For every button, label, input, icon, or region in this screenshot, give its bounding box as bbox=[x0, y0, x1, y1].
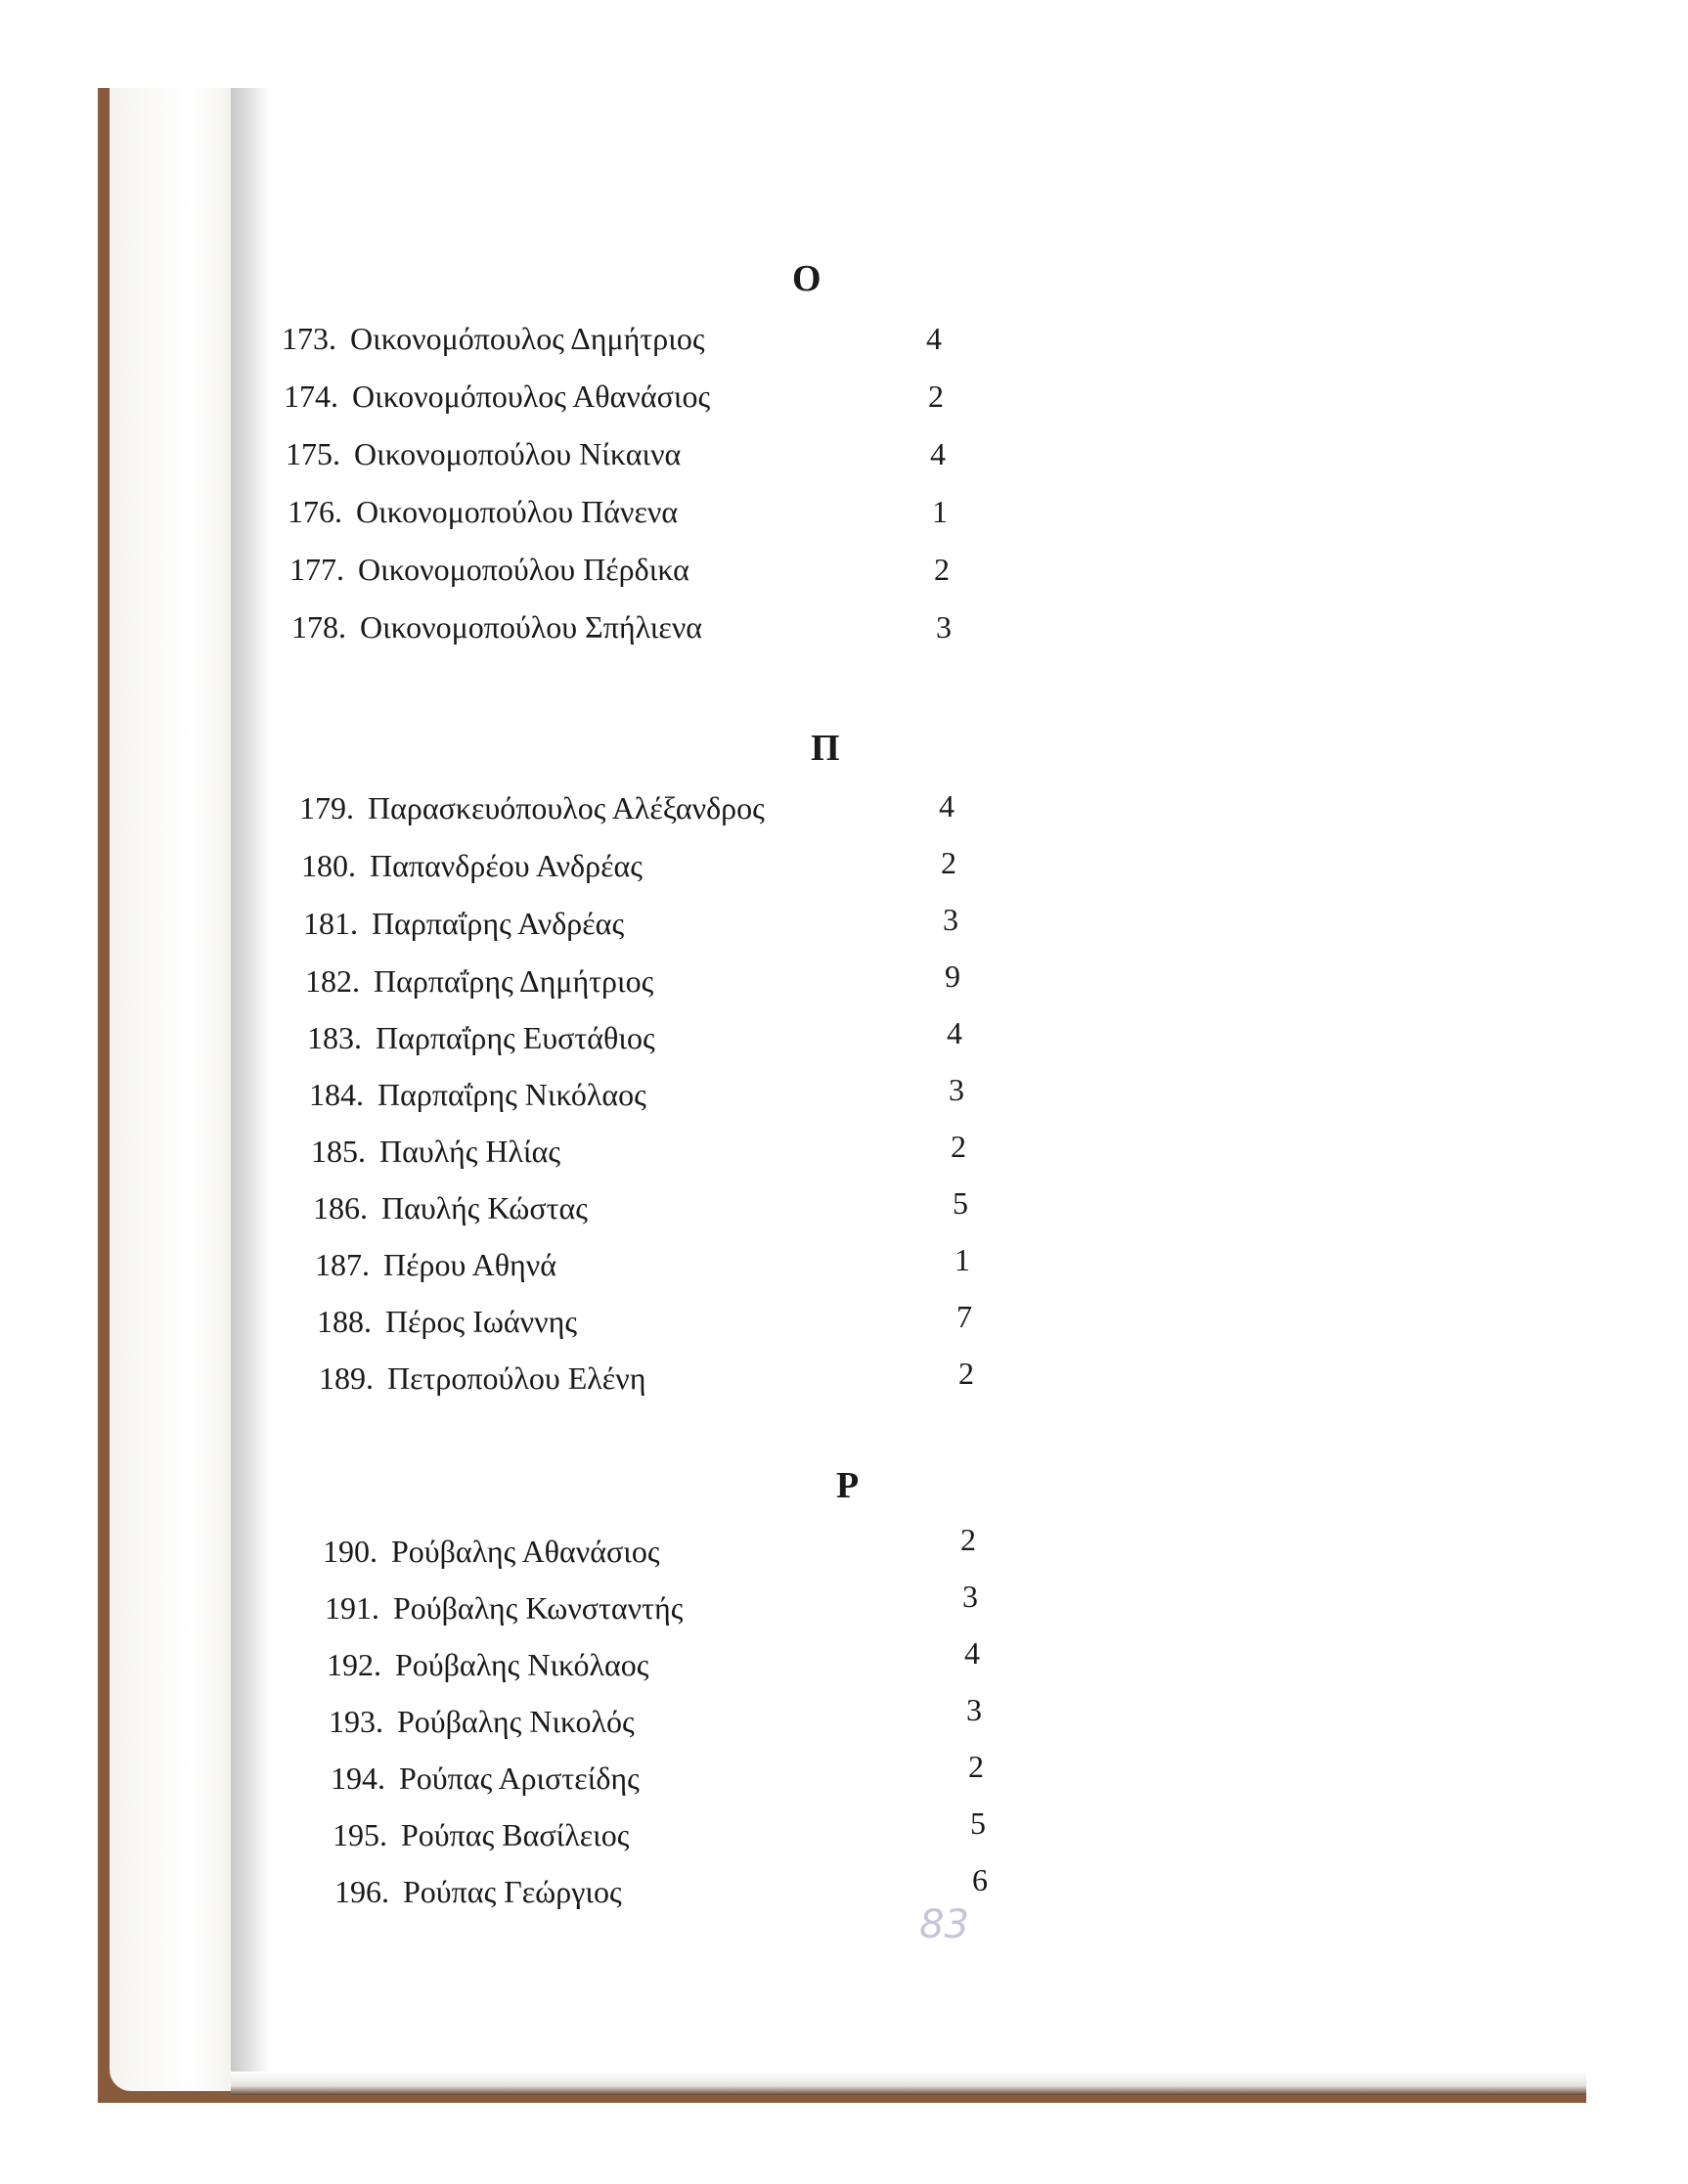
entry-number: 173. bbox=[282, 321, 336, 356]
section-letter-o: Ο bbox=[792, 258, 822, 299]
entry-number: 184. bbox=[309, 1077, 364, 1112]
list-item bbox=[315, 1249, 556, 1280]
list-item bbox=[299, 792, 765, 824]
list-item bbox=[284, 380, 710, 412]
entry-number: 196. bbox=[334, 1874, 389, 1909]
list-item bbox=[331, 1762, 640, 1794]
entry-count: 4 bbox=[964, 1635, 980, 1671]
list-item bbox=[286, 438, 681, 469]
entry-number: 183. bbox=[307, 1020, 362, 1055]
entry-number: 194. bbox=[331, 1761, 385, 1796]
entry-number: 175. bbox=[286, 436, 340, 471]
entry-number: 190. bbox=[323, 1534, 378, 1569]
list-item bbox=[282, 323, 705, 354]
entry-count: 3 bbox=[949, 1072, 964, 1107]
list-item bbox=[305, 965, 653, 997]
section-letter-p: Π bbox=[811, 728, 840, 769]
list-item bbox=[309, 1079, 646, 1110]
handwritten-page-number: 83 bbox=[919, 1902, 969, 1947]
list-item bbox=[333, 1819, 629, 1850]
entry-name: Παρασκευόπουλος Αλέξανδρος bbox=[368, 790, 765, 825]
entry-count: 2 bbox=[941, 845, 956, 880]
entry-count: 7 bbox=[956, 1299, 972, 1334]
entry-number: 176. bbox=[288, 494, 342, 529]
entry-name: Ρούπας Αριστείδης bbox=[399, 1761, 640, 1796]
entry-count: 4 bbox=[947, 1015, 962, 1050]
entry-count: 5 bbox=[970, 1805, 986, 1841]
entry-count: 5 bbox=[953, 1185, 968, 1221]
entry-name: Παρπαΐρης Ανδρέας bbox=[372, 906, 625, 941]
entry-number: 192. bbox=[327, 1647, 381, 1682]
entry-name: Ρούπας Γεώργιος bbox=[403, 1874, 622, 1909]
entry-number: 185. bbox=[311, 1134, 366, 1169]
entry-count: 2 bbox=[958, 1356, 974, 1391]
entry-count: 3 bbox=[943, 902, 958, 937]
entry-name: Οικονομοπούλου Νίκαινα bbox=[354, 436, 682, 471]
entry-count: 4 bbox=[939, 788, 955, 824]
entry-name: Ρούβαλης Αθανάσιος bbox=[391, 1534, 660, 1569]
entry-count: 2 bbox=[928, 379, 944, 414]
entry-number: 193. bbox=[329, 1704, 383, 1739]
entry-count: 3 bbox=[966, 1692, 982, 1727]
entry-name: Παυλής Κώστας bbox=[381, 1190, 588, 1226]
entry-count: 2 bbox=[934, 552, 950, 587]
entry-number: 182. bbox=[305, 963, 360, 999]
entry-name: Παρπαΐρης Ευστάθιος bbox=[376, 1020, 655, 1055]
list-item bbox=[311, 1136, 560, 1167]
list-item bbox=[317, 1306, 577, 1337]
entry-count: 3 bbox=[962, 1579, 978, 1614]
entry-count: 1 bbox=[955, 1242, 970, 1277]
entry-count: 2 bbox=[960, 1522, 976, 1557]
entry-number: 189. bbox=[319, 1360, 374, 1396]
entry-name: Πέρος Ιωάννης bbox=[385, 1304, 578, 1339]
list-item bbox=[319, 1362, 645, 1394]
entry-name: Παπανδρέου Ανδρέας bbox=[370, 848, 643, 883]
entry-name: Ρούβαλης Νικολός bbox=[397, 1704, 635, 1739]
entry-name: Παυλής Ηλίας bbox=[379, 1134, 561, 1169]
entry-name: Οικονομόπουλος Αθανάσιος bbox=[352, 379, 711, 414]
entry-count: 6 bbox=[972, 1862, 988, 1897]
list-item bbox=[291, 611, 702, 643]
list-item bbox=[288, 496, 678, 527]
entry-number: 195. bbox=[333, 1817, 387, 1852]
entry-name: Πέρου Αθηνά bbox=[383, 1247, 556, 1282]
entry-count: 9 bbox=[945, 958, 960, 994]
entry-number: 191. bbox=[325, 1590, 379, 1626]
entry-number: 177. bbox=[289, 552, 344, 587]
list-item bbox=[334, 1876, 622, 1907]
list-item bbox=[325, 1592, 683, 1624]
entry-name: Οικονομοπούλου Πέρδικα bbox=[358, 552, 689, 587]
list-item bbox=[303, 908, 624, 939]
entry-name: Παρπαΐρης Νικόλαος bbox=[378, 1077, 646, 1112]
list-item bbox=[327, 1649, 648, 1680]
entry-name: Οικονομοπούλου Σπήλιενα bbox=[360, 609, 703, 645]
entry-count: 4 bbox=[930, 436, 946, 471]
list-item bbox=[313, 1192, 588, 1224]
entry-name: Οικονομοπούλου Πάνενα bbox=[356, 494, 679, 529]
entry-count: 3 bbox=[936, 609, 952, 645]
section-letter-r: Ρ bbox=[836, 1465, 860, 1506]
list-item bbox=[329, 1706, 635, 1737]
list-item bbox=[323, 1536, 660, 1567]
entry-number: 174. bbox=[284, 379, 338, 414]
entry-count: 4 bbox=[926, 321, 942, 356]
entry-number: 187. bbox=[315, 1247, 370, 1282]
entry-count: 2 bbox=[951, 1129, 966, 1164]
list-item bbox=[301, 850, 643, 881]
page-bottom-edge bbox=[231, 2072, 1586, 2095]
entry-number: 186. bbox=[313, 1190, 368, 1226]
entry-name: Οικονομόπουλος Δημήτριος bbox=[350, 321, 705, 356]
list-item bbox=[307, 1022, 655, 1053]
entry-number: 180. bbox=[301, 848, 356, 883]
entry-name: Ρούβαλης Κωνσταντής bbox=[393, 1590, 684, 1626]
list-item bbox=[289, 554, 689, 585]
entry-count: 1 bbox=[932, 494, 948, 529]
entry-count: 2 bbox=[968, 1749, 984, 1784]
entry-name: Πετροπούλου Ελένη bbox=[387, 1360, 646, 1396]
gutter-shadow bbox=[231, 88, 270, 2083]
entry-number: 179. bbox=[299, 790, 354, 825]
entry-number: 188. bbox=[317, 1304, 372, 1339]
entry-number: 178. bbox=[291, 609, 346, 645]
entry-name: Παρπαΐρης Δημήτριος bbox=[374, 963, 654, 999]
entry-name: Ρούπας Βασίλειος bbox=[401, 1817, 630, 1852]
entry-number: 181. bbox=[303, 906, 358, 941]
entry-name: Ρούβαλης Νικόλαος bbox=[395, 1647, 649, 1682]
